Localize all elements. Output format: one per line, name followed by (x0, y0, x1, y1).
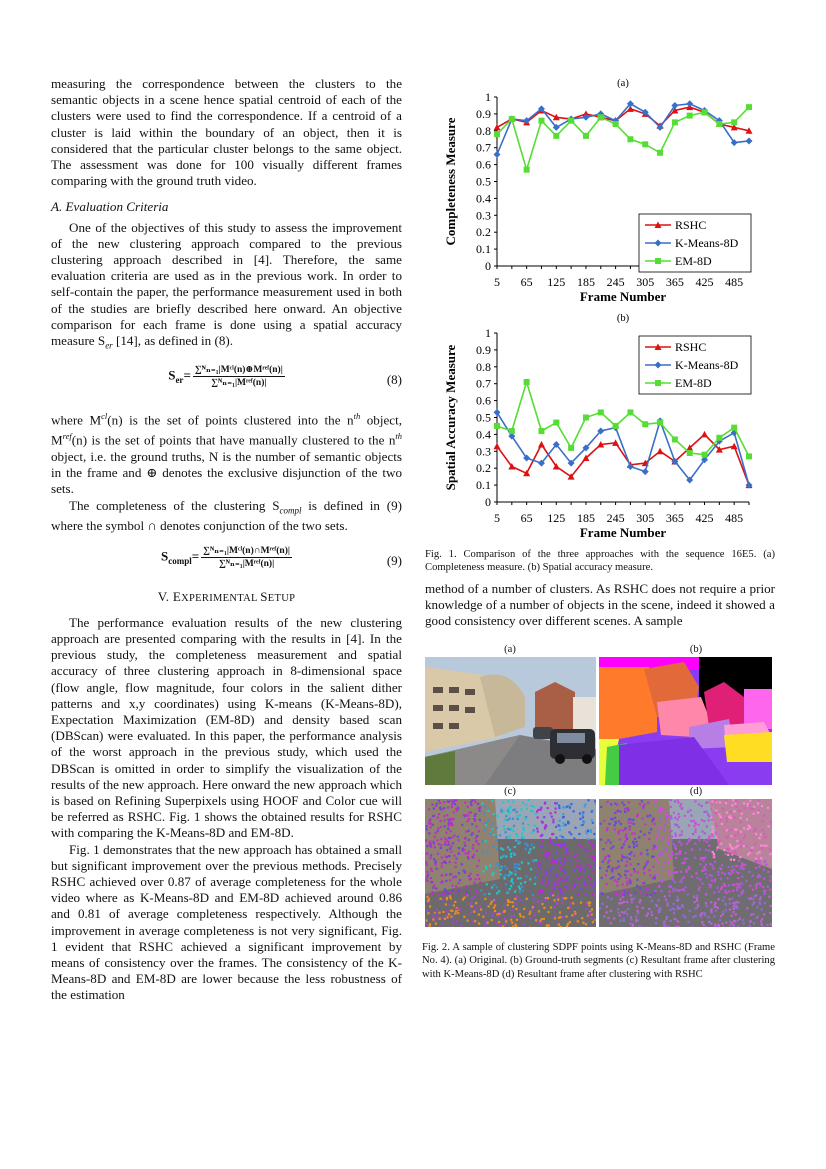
series-line (497, 412, 749, 485)
y-tick-label: 0.7 (476, 140, 491, 155)
chart-panel-label: (b) (616, 313, 630, 324)
series-line (497, 104, 749, 155)
section-heading (51, 589, 402, 607)
x-tick-label: 245 (606, 511, 625, 525)
data-point (583, 415, 589, 421)
sup-ref: ref (62, 431, 72, 442)
data-point (686, 100, 693, 107)
data-point (746, 137, 753, 144)
data-point (642, 421, 648, 427)
data-point (494, 423, 500, 429)
y-tick-label: 0.3 (476, 208, 491, 223)
sup-cl: cl (101, 410, 108, 421)
y-tick-label: 0 (485, 495, 491, 509)
eq9-lhs-sub: compl (168, 555, 192, 566)
subscript-er: er (105, 340, 113, 351)
y-tick-label: 0.2 (476, 225, 491, 240)
y-tick-label: 0.4 (476, 427, 491, 442)
paragraph-evaluation-end: [14], as defined in (8). (112, 333, 234, 349)
y-axis-label: Spatial Accuracy Measure (443, 344, 458, 491)
data-point (655, 258, 661, 264)
legend-label: EM-8D (675, 376, 712, 390)
y-tick-label: 0.2 (476, 461, 491, 476)
paragraph-fig1-discussion: Fig. 1 demonstrates that the new approach has obtained a small but significant improvement over the previous methods. Precisely RSHC achieved over 0.87 of average completeness for the whole video where as K-Means-8D and EM-8D achieved around 0.86 and 0.81 of average completeness respectively. Although the improvement in average completeness is not very significant, Fig. 1 evident that RSHC achieved a significant improvement by means of consistency over the frames. The consistency of the K-Means-8D and EM-8D are lower because the less robustness of the estimation (51, 841, 402, 1003)
data-point (702, 452, 708, 458)
paragraph-evaluation-text: One of the objectives of this study to assess the improvement of the new clustering approach compared to the previous clustering approach described in [4]. Therefore, the same evaluation criteria are used as in the previous work. In order to self-contain the paper, the performance measurement used in both of the studies are briefly described here onward. An objective comparison for each frame is done using a spatial accuracy measure S (51, 219, 402, 349)
data-point (672, 119, 678, 125)
chart-completeness (425, 74, 780, 312)
x-tick-label: 65 (520, 511, 533, 525)
legend-label: EM-8D (675, 254, 712, 268)
paragraph-completeness (51, 498, 402, 535)
section-title-s: S (260, 588, 268, 604)
data-point (553, 420, 559, 426)
data-point (627, 409, 633, 415)
x-axis-label: Frame Number (579, 289, 667, 304)
equation-9 (51, 543, 402, 583)
data-point (538, 441, 545, 448)
x-tick-label: 185 (576, 511, 595, 525)
paragraph-intro: measuring the correspondence between the clusters to the semantic objects in a scene hence spatial centroid of each of the clusters were used to find the correspondence. If a centroid of a cluster is laid within the boundary of an object, then it is considered that the particular cluster belongs to the same object. The assessment was done for 100 visually different frames comparing with the ground truth video. (51, 76, 402, 189)
x-tick-label: 5 (494, 511, 500, 525)
data-point (746, 104, 752, 110)
y-tick-label: 0.8 (476, 359, 491, 374)
fig2-rshc-result-image (599, 799, 772, 927)
data-point (613, 121, 619, 127)
x-tick-label: 365 (665, 511, 684, 525)
data-point (568, 445, 574, 451)
fig2-label-c: (c) (504, 786, 516, 797)
legend-label: RSHC (675, 340, 707, 354)
data-point (538, 118, 544, 124)
x-tick-label: 485 (725, 275, 744, 289)
where-text-c: object, M (51, 412, 403, 448)
y-tick-label: 0.5 (476, 410, 491, 425)
legend-label: RSHC (675, 218, 707, 232)
x-tick-label: 365 (665, 275, 684, 289)
y-tick-label: 0.7 (476, 376, 491, 391)
y-tick-label: 0.8 (476, 123, 491, 138)
where-text-b: (n) is the set of points clustered into the n (107, 412, 354, 428)
x-axis-label: Frame Number (579, 525, 667, 540)
data-point (568, 118, 574, 124)
data-point (598, 409, 604, 415)
data-point (494, 131, 500, 137)
data-point (657, 448, 664, 455)
paragraph-evaluation (51, 220, 402, 354)
x-tick-label: 5 (494, 275, 500, 289)
data-point (509, 116, 515, 122)
eq8-denominator: ∑ᴺₙ₌₁|Mʳᵉᶠ(n)| (211, 377, 267, 388)
y-tick-label: 0.3 (476, 444, 491, 459)
equation-8 (51, 362, 402, 402)
data-point (687, 450, 693, 456)
data-point (687, 113, 693, 119)
y-tick-label: 0.4 (476, 191, 491, 206)
data-point (655, 380, 661, 386)
data-point (509, 428, 515, 434)
data-point (613, 423, 619, 429)
paragraph-setup: The performance evaluation results of the new clustering approach are presented comparing with the results in [4]. In the previous study, the completeness measurement and spatial accuracy of three clustering approach in 8-dimensional space (flow angle, flow magnitude, four colors in the salient dither patterns and x,y coordinates) using K-means (K-Means-8D), Expectation Maximization (EM-8D) and density based scan (DBScan) were evaluated. In this paper, the performance analysis of the worst approach in the previous study, which used the DBScan is omitted in order to simplify the visualization of the results of the new approach. Here onward the new approach which is based on Refining Superpixels using HOOF and Color cue will be referred as RSHC. Fig. 1 shows the obtained results for RSHC with comparing the K-Means-8D and EM-8D. (51, 614, 402, 841)
fig2-label-d: (d) (689, 786, 703, 797)
fig2-caption: Fig. 2. A sample of clustering SDPF points using K-Means-8D and RSHC (Frame No. 4). (a) Original. (b) Ground-truth segments (c) Resultant frame after clustering with K-Means-8D (d) Resultant frame after clustering with RSHC (422, 942, 775, 980)
fig2-original-image (425, 657, 596, 785)
x-tick-label: 185 (576, 275, 595, 289)
fig2-kmeans-result-image (425, 799, 596, 927)
section-title-xperimental: XPERIMENTAL (181, 592, 261, 604)
y-axis-label: Completeness Measure (443, 117, 458, 246)
data-point (642, 468, 649, 475)
equation-9-body: $S_{compl}=$ $\frac{\text{∑ᴺₙ₌₁|Mᶜˡ(n)∩Mʳᵉᶠ(n)|}}{\text{∑ᴺₙ₌₁|Mʳᵉᶠ(n)|}}$ (161, 545, 290, 569)
compl-text-b: is defined in (9) where the symbol ∩ denotes conjunction of the two sets. (51, 497, 402, 534)
section-title-e: E (172, 588, 182, 604)
data-point (657, 150, 663, 156)
where-text-a: where M (51, 412, 102, 428)
x-tick-label: 425 (695, 275, 714, 289)
y-tick-label: 0 (485, 259, 491, 273)
eq9-fraction (201, 545, 292, 570)
x-tick-label: 125 (547, 275, 566, 289)
x-tick-label: 65 (520, 275, 533, 289)
x-tick-label: 485 (725, 511, 744, 525)
y-tick-label: 0.9 (476, 106, 491, 121)
chart-spatial-accuracy (425, 312, 780, 548)
x-tick-label: 305 (636, 511, 655, 525)
data-point (583, 133, 589, 139)
series-k-means-8d (494, 409, 753, 489)
data-point (627, 136, 633, 142)
y-tick-label: 1 (485, 326, 491, 340)
fig1-caption: Fig. 1. Comparison of the three approaches with the sequence 16E5. (a) Completeness measure. (b) Spatial accuracy measure. (425, 549, 775, 574)
legend (639, 214, 751, 272)
y-tick-label: 0.6 (476, 157, 491, 172)
equation-8-body: $S_{er}=$ $\frac{\text{∑ᴺₙ₌₁|Mᶜˡ(n)⊕Mʳᵉᶠ(n)|}}{\text{∑ᴺₙ₌₁|Mʳᵉᶠ(n)|}}$ (168, 364, 283, 388)
series-line (497, 107, 749, 131)
data-point (716, 121, 722, 127)
data-point (716, 435, 722, 441)
data-point (702, 109, 708, 115)
subsection-heading: A. Evaluation Criteria (51, 199, 169, 215)
left-column (51, 76, 402, 1004)
y-tick-label: 0.6 (476, 393, 491, 408)
paragraph-continued: method of a number of clusters. As RSHC does not require a prior knowledge of a number of objects in the scene, indeed it showed a good consistency over different scenes. A sample (425, 581, 775, 629)
eq8-lhs-sub: er (175, 374, 184, 385)
fig2-label-b: (b) (689, 644, 703, 655)
fig2-ground-truth-image (599, 657, 772, 785)
where-text-e: object, i.e. the ground truths, N is the number of semantic objects in the frame and ⊕ denotes the exclusive disjunction of the two sets. (51, 448, 402, 497)
legend (639, 336, 751, 394)
x-tick-label: 125 (547, 511, 566, 525)
y-tick-label: 0.9 (476, 342, 491, 357)
data-point (701, 431, 708, 438)
data-point (672, 436, 678, 442)
eq8-fraction (193, 364, 285, 389)
compl-text-a: The completeness of the clustering S (69, 497, 280, 513)
y-tick-label: 0.1 (476, 242, 491, 257)
eq9-denominator: ∑ᴺₙ₌₁|Mʳᵉᶠ(n)| (218, 558, 275, 569)
x-tick-label: 245 (606, 275, 625, 289)
data-point (731, 119, 737, 125)
chart-panel-label: (a) (617, 78, 629, 89)
section-number: V. (157, 588, 170, 604)
data-point (598, 114, 604, 120)
equation-9-number: (9) (386, 552, 402, 568)
series-line (497, 434, 749, 485)
data-point (657, 420, 663, 426)
eq8-lhs: S (168, 367, 176, 383)
eq8-numerator: ∑ᴺₙ₌₁|Mᶜˡ(n)⊕Mʳᵉᶠ(n)| (194, 364, 283, 375)
equation-8-number: (8) (386, 371, 402, 387)
eq9-lhs: S (161, 548, 169, 564)
sub-compl: compl (279, 505, 302, 516)
sup-th-1: th (353, 410, 361, 421)
sup-th-2: th (395, 431, 402, 442)
x-tick-label: 425 (695, 511, 714, 525)
paragraph-where (51, 408, 402, 498)
y-tick-label: 0.1 (476, 478, 491, 493)
fig2-label-a: (a) (504, 644, 516, 655)
data-point (746, 453, 752, 459)
data-point (553, 133, 559, 139)
section-title-etup: ETUP (267, 592, 296, 604)
data-point (494, 151, 501, 158)
data-point (494, 124, 501, 131)
x-tick-label: 305 (636, 275, 655, 289)
data-point (524, 167, 530, 173)
where-text-d: (n) is the set of points that have manually clustered to the n (71, 432, 396, 448)
data-point (538, 428, 544, 434)
eq9-numerator: ∑ᴺₙ₌₁|Mᶜˡ(n)∩Mʳᵉᶠ(n)| (203, 545, 290, 556)
data-point (524, 379, 530, 385)
legend-label: K-Means-8D (675, 236, 739, 250)
data-point (494, 443, 501, 450)
data-point (642, 141, 648, 147)
legend-label: K-Means-8D (675, 358, 739, 372)
y-tick-label: 1 (485, 90, 491, 104)
data-point (731, 425, 737, 431)
y-tick-label: 0.5 (476, 174, 491, 189)
